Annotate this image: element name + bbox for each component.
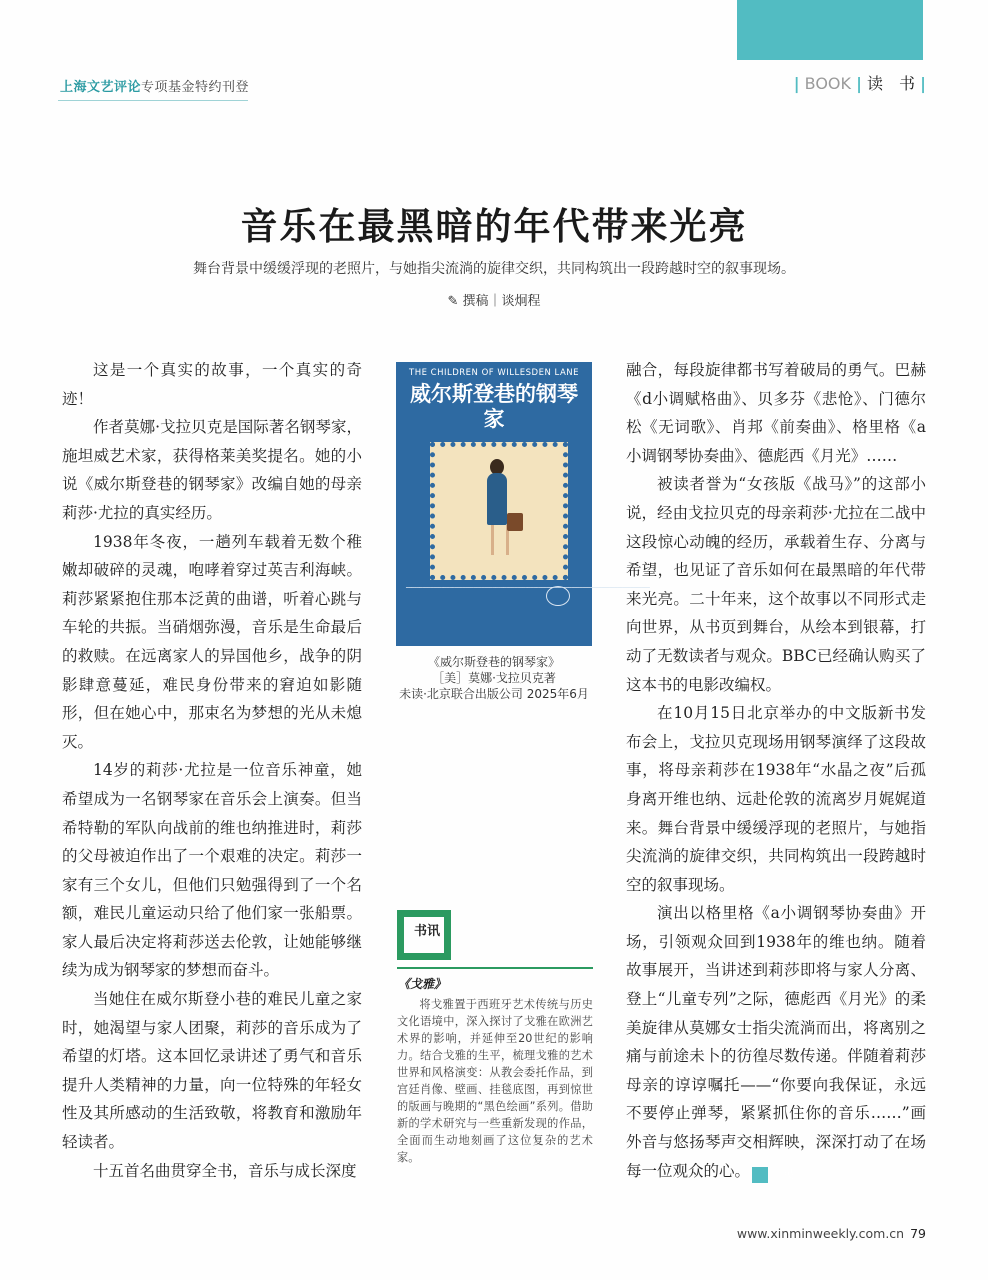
section-tag: | BOOK | 读 书 | (793, 74, 926, 93)
paragraph: 融合，每段旋律都书写着破局的勇气。巴赫《d小调赋格曲》、贝多芬《悲怆》、门德尔松《无词歌》、肖邦《前奏曲》、格里格《a小调钢琴协奏曲》、德彪西《月光》…… (626, 361, 926, 465)
paragraph: 14岁的莉莎·尤拉是一位音乐神童，她希望成为一名钢琴家在音乐会上演奏。但当希特勒的军队向战前的维也纳推进时，莉莎的父母被迫作出了一个艰难的决定。莉莎一家有三个女儿，但他们只勉强得到了一个名额，难民儿童运动只给了他们家一张船票。家人最后决定将莉莎送去伦敦，让她能够继续为成为钢琴家的梦想而奋斗。 (62, 761, 362, 980)
column-right (626, 356, 926, 1185)
paragraph: 1938年冬夜，一趟列车载着无数个稚嫩却破碎的灵魂，咆哮着穿过英吉利海峡。莉莎紧紧抱住那本泛黄的曲谱，听着心跳与车轮的共振。当硝烟弥漫，音乐是生命最后的救赎。在远离家人的异国他乡，战争的阴影肆意蔓延，难民身份带来的窘迫如影随形，但在她心中，那束名为梦想的光从未熄灭。 (62, 532, 362, 751)
cover-title-cn: 威尔斯登巷的钢琴家 (410, 382, 578, 431)
article-subtitle: 舞台背景中缓缓浮现的老照片，与她指尖流淌的旋律交织，共同构筑出一段跨越时空的叙事现场。 (193, 261, 795, 277)
section-tag-en: BOOK (804, 74, 852, 93)
pen-icon: ✎ (447, 294, 459, 309)
book-caption (378, 654, 610, 702)
sponsor-line (60, 76, 249, 95)
paragraph: 在10月15日北京举办的中文版新书发布会上，戈拉贝克现场用钢琴演绎了这段故事，将母亲莉莎在1938年“水晶之夜”后孤身离开维也纳、远赴伦敦的流离岁月娓娓道来。舞台背景中缓缓浮现的老照片，与她指尖流淌的旋律交织，共同构筑出一段跨越时空的叙事现场。 (626, 704, 926, 894)
paragraph: 这是一个真实的故事，一个真实的奇迹！ (62, 361, 362, 408)
sidebar-label: 书讯 (414, 924, 441, 939)
paragraph: 十五首名曲贯穿全书，音乐与成长深度 (93, 1161, 357, 1180)
publisher-logo (546, 586, 570, 606)
book-cover (396, 362, 650, 646)
caption-publisher: 未读·北京联合出版公司 2025年6月 (399, 687, 589, 701)
footer-url: www.xinminweekly.com.cn (736, 1226, 905, 1241)
paragraph: 当她住在威尔斯登小巷的难民儿童之家时，她渴望与家人团聚，莉莎的音乐成为了希望的灯塔。这本回忆录讲述了勇气和音乐提升人类精神的力量，向一位特殊的年轻女性及其所感动的生活致敬，将教育和激励年轻读者。 (62, 990, 362, 1152)
byline-text: 撰稿｜谈炯程 (462, 294, 541, 309)
paragraph: 作者莫娜·戈拉贝克是国际著名钢琴家，施坦威艺术家，获得格莱美奖提名。她的小说《威尔斯登巷的钢琴家》改编自她的母亲莉莎·尤拉的真实经历。 (62, 418, 362, 522)
cover-author-block: ━━━━━━━━━━━━━━━━━━━━━━━━━━━━━━━━━━━━━━━━━━━━━━━━━━━━━━━━━━━━━━━━━━━━━━━━━━━━━━━━━━━━━━━━━━ (406, 586, 650, 591)
sidebar-title: 《戈雅》 (398, 977, 447, 991)
caption-author: ［美］莫娜·戈拉贝克著 (432, 671, 556, 685)
sidebar-rule (397, 967, 593, 969)
end-mark-icon: 民 (752, 1167, 768, 1183)
byline (0, 290, 988, 309)
page-footer (737, 1226, 926, 1241)
page-number: 79 (910, 1226, 926, 1241)
sponsor-brand: 上海文艺评论 (60, 80, 142, 95)
section-tag-cn: 读 书 (867, 74, 916, 93)
paragraph (626, 899, 926, 1185)
header-accent-block (737, 0, 923, 60)
sidebar-body: 将戈雅置于西班牙艺术传统与历史文化语境中，深入探讨了戈雅在欧洲艺术界的影响，并延伸至20世纪的影响力。结合戈雅的生平，梳理戈雅的艺术世界和风格演变：从教会委托作品，到宫廷肖像、壁画、挂毯底图，再到惊世的版画与晚期的“黑色绘画”系列。借助新的学术研究与一些重新发现的作品，全面而生动地刻画了这位复杂的艺术家。 (397, 998, 593, 1164)
suitcase-icon (507, 513, 523, 531)
cover-title-en: THE CHILDREN OF WILLESDEN LANE (409, 368, 579, 378)
caption-title: 《威尔斯登巷的钢琴家》 (427, 655, 560, 669)
paragraph-text: 演出以格里格《a小调钢琴协奏曲》开场，引领观众回到1938年的维也纳。随着故事展开，当讲述到莉莎即将与家人分离、登上“儿童专列”之际，德彪西《月光》的柔美旋律从莫娜女士指尖流淌而出，将离别之痛与前途未卜的彷徨尽数传递。伴随着莉莎母亲的谆谆嘱托——“你要向我保证，永远不要停止弹琴，紧紧抓住你的音乐……”画外音与悠扬琴声交相辉映，深深打动了在场每一位观众的心。 (626, 904, 926, 1180)
article-title: 音乐在最黑暗的年代带来光亮 (240, 204, 748, 248)
sponsor-text: 专项基金特约刊登 (141, 80, 250, 95)
column-left (62, 356, 362, 1185)
paragraph: 被读者誉为“女孩版《战马》”的这部小说，经由戈拉贝克的母亲莉莎·尤拉在二战中这段惊心动魄的经历，承载着生存、分离与希望，也见证了音乐如何在最黑暗的年代带来光亮。二十年来，这个故事以不同形式走向世界，从书页到舞台，从绘本到银幕，打动了无数读者与观众。BBC已经确认购买了这本书的电影改编权。 (626, 475, 926, 694)
sponsor-underline (58, 100, 248, 101)
cover-illustration (430, 442, 568, 580)
